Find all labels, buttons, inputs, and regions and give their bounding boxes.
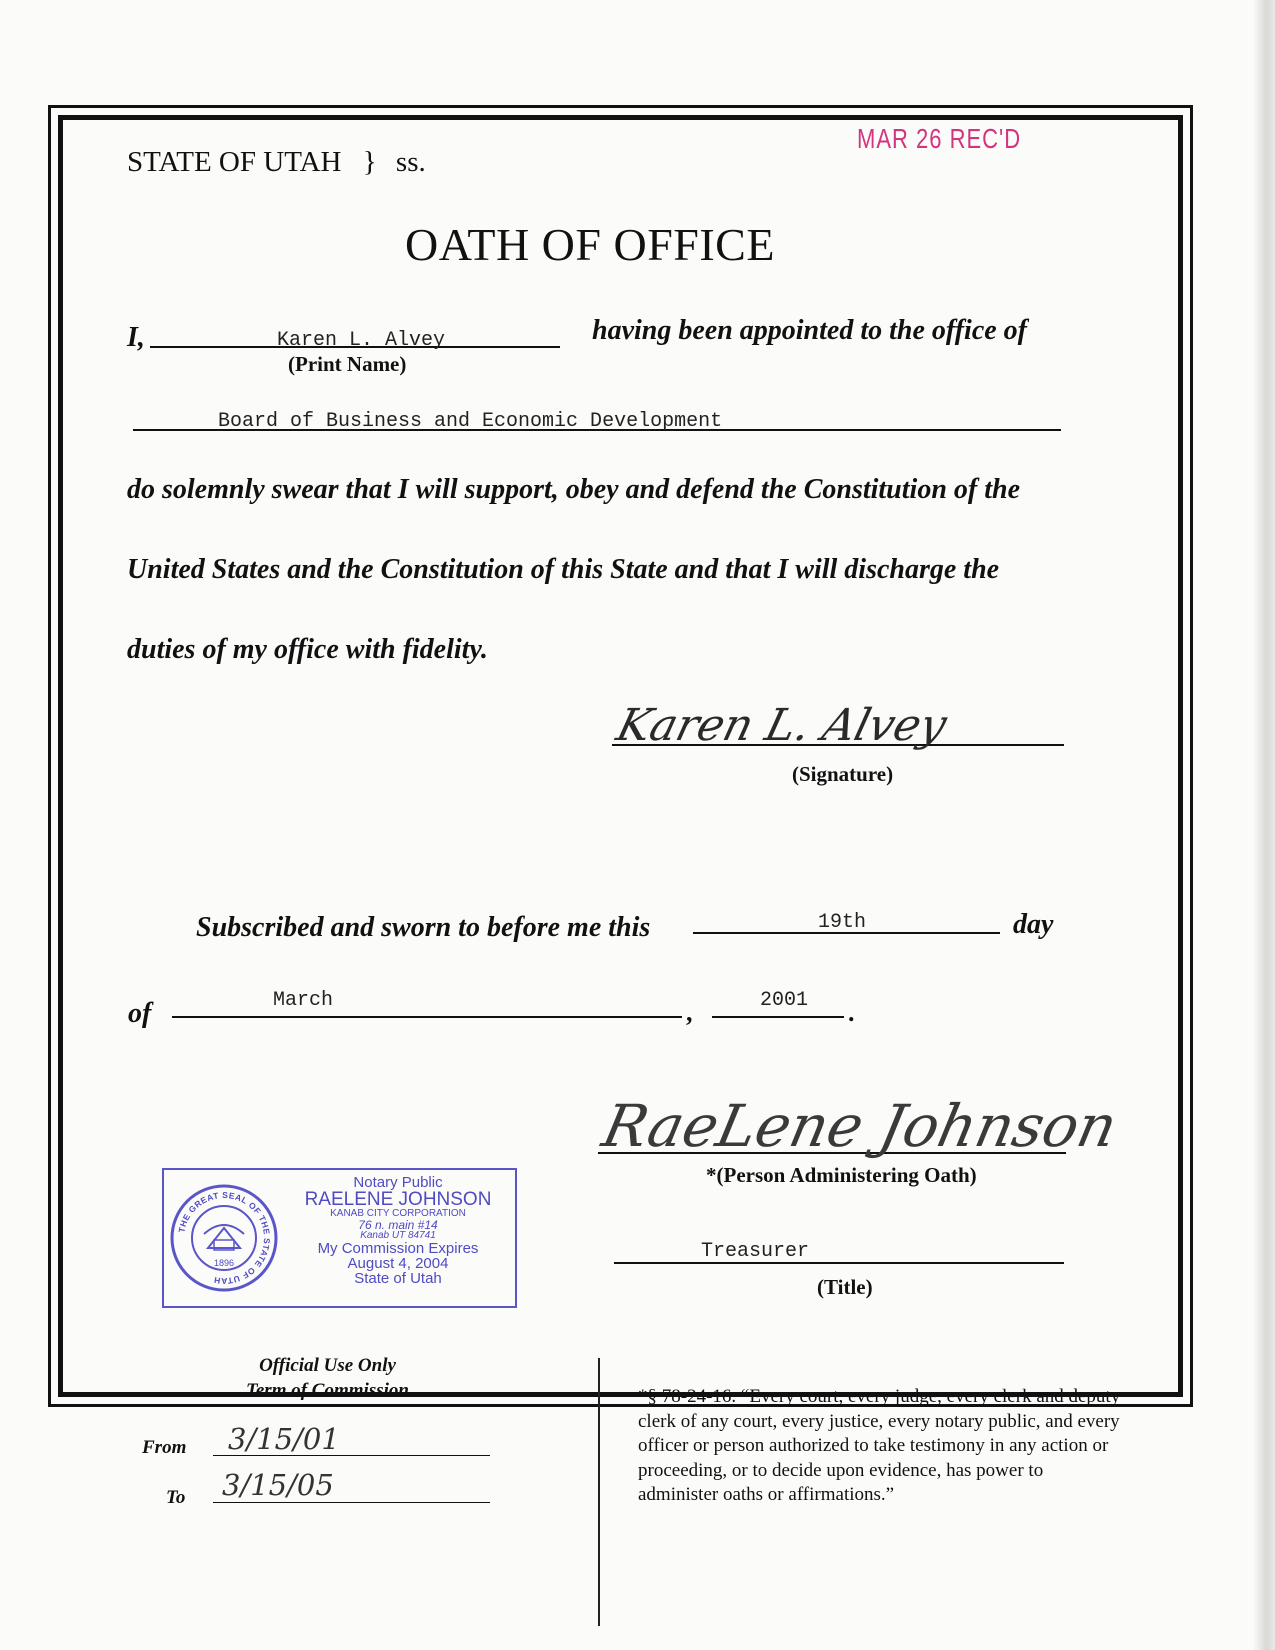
stamp-line-4: 76 n. main #14 — [358, 1218, 438, 1232]
term-from-value: 3/15/01 — [228, 1422, 340, 1456]
term-of-commission-heading: Term of Commission — [246, 1380, 409, 1401]
stamp-line-1: Notary Public — [353, 1174, 443, 1191]
stamp-line-6: My Commission Expires — [317, 1240, 479, 1257]
seal-ring-text: THE GREAT SEAL OF THE STATE OF UTAH — [176, 1189, 273, 1287]
office-value: Board of Business and Economic Development — [218, 410, 723, 433]
official-use-heading: Official Use Only — [259, 1355, 396, 1376]
sworn-text: Subscribed and sworn to before me this — [196, 912, 651, 943]
received-date-stamp: MAR 26 REC'D — [857, 123, 1022, 155]
term-to-line — [213, 1502, 490, 1503]
venue-brace: } — [362, 146, 377, 178]
sworn-year-value: 2001 — [760, 989, 809, 1012]
venue-ss: ss. — [395, 146, 426, 178]
stamp-line-3: KANAB CITY CORPORATION — [330, 1208, 466, 1219]
appointed-text: having been appointed to the office of — [592, 315, 1027, 346]
sworn-month-line — [172, 1016, 682, 1018]
administrator-caption: *(Person Administering Oath) — [706, 1163, 977, 1187]
notary-stamp-text — [282, 1175, 514, 1286]
term-to-value: 3/15/05 — [222, 1468, 334, 1502]
svg-text:THE GREAT SEAL OF THE STATE OF — [176, 1190, 272, 1286]
sworn-day-word: day — [1013, 909, 1054, 940]
page-title: OATH OF OFFICE — [405, 219, 775, 270]
title-value: Treasurer — [701, 1240, 810, 1263]
stamp-line-5: Kanab UT 84741 — [360, 1230, 436, 1241]
state-seal-icon — [168, 1182, 280, 1294]
signature-caption: (Signature) — [792, 762, 894, 786]
sworn-period: . — [848, 998, 855, 1027]
title-line — [614, 1262, 1064, 1264]
stamp-line-2: RAELENE JOHNSON — [304, 1189, 492, 1210]
notary-stamp — [162, 1168, 517, 1308]
state-name: STATE OF UTAH — [127, 146, 342, 178]
sworn-comma: , — [686, 998, 693, 1027]
term-to-label: To — [166, 1487, 186, 1508]
term-from-label: From — [142, 1437, 187, 1458]
sworn-of-word: of — [128, 998, 152, 1029]
state-heading — [127, 146, 426, 179]
sworn-year-line — [712, 1016, 844, 1018]
print-name-caption: (Print Name) — [288, 352, 407, 376]
sworn-month-value: March — [273, 989, 334, 1012]
print-name-value: Karen L. Alvey — [277, 329, 446, 352]
administrator-signature: RaeLene Johnson — [596, 1092, 1124, 1160]
intro-pronoun: I, — [127, 322, 145, 353]
oath-line-3: duties of my office with fidelity. — [127, 634, 488, 665]
seal-year: 1896 — [213, 1258, 235, 1268]
oath-taker-signature: Karen L. Alvey — [611, 700, 952, 751]
footer-divider — [598, 1358, 600, 1626]
oath-line-1: do solemnly swear that I will support, obey and defend the Constitution of the — [127, 474, 1020, 505]
stamp-line-7: August 4, 2004 — [347, 1255, 449, 1272]
oath-line-2: United States and the Constitution of this State and that I will discharge the — [127, 554, 1000, 585]
statute-footnote: *§ 78-24-16. “Every court, every judge, every clerk and deputy clerk of any court, every justice, every notary public, and every officer or person authorized to take testimony in any action or proceeding, or to decide upon evidence, has power to administer oaths or affirmations.” — [638, 1386, 1121, 1505]
title-caption: (Title) — [817, 1275, 873, 1299]
stamp-line-8: State of Utah — [354, 1270, 442, 1287]
sworn-day-value: 19th — [818, 911, 867, 934]
scan-edge-shadow — [1253, 0, 1275, 1650]
